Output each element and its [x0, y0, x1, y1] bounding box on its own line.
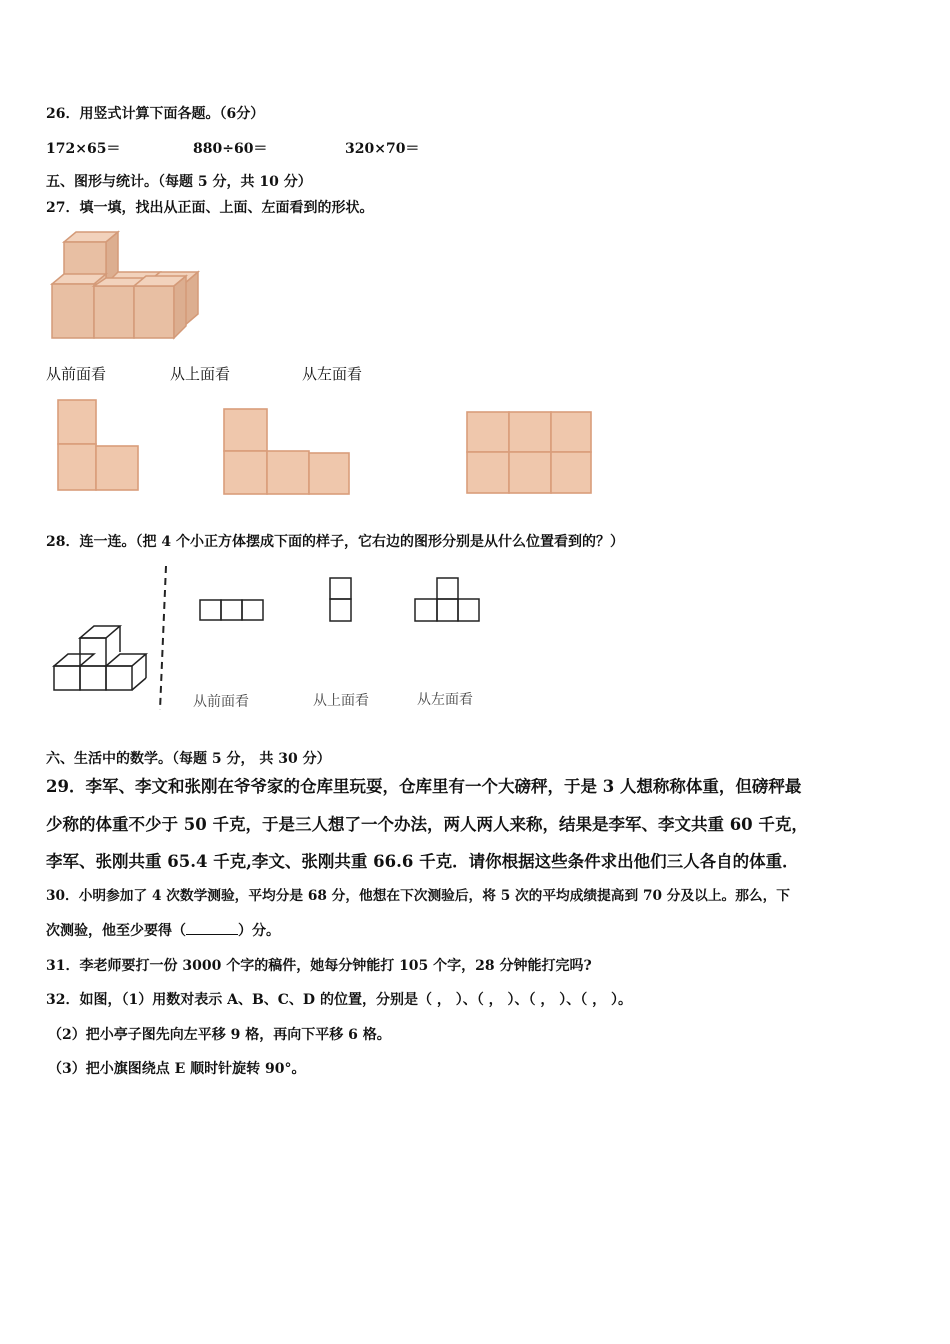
q32-line-3: （3）把小旗图绕点 E 顺时针旋转 90°。: [48, 1061, 306, 1077]
q27-left-view-figure: [464, 409, 596, 497]
q27-front-view-figure: [55, 398, 145, 494]
section6-title: 六、生活中的数学。（每题 5 分， 共 30 分）: [46, 751, 331, 767]
q27-label-top: 从上面看: [170, 365, 231, 383]
q26-problem-1: 172×65＝: [46, 141, 121, 157]
q28-label-left: 从左面看: [417, 692, 473, 708]
q31-text: 31．李老师要打一份 3000 个字的稿件，她每分钟能打 105 个字，28 分钟能打完吗?: [46, 958, 592, 974]
q29-line-3: 李军、张刚共重 65.4 千克,李文、张刚共重 66.6 千克．请你根据这些条件求出他们三人各自的体重．: [46, 852, 799, 871]
section5-title: 五、图形与统计。（每题 5 分，共 10 分）: [46, 174, 312, 190]
q30-answer-blank[interactable]: [186, 922, 238, 935]
q30-line-2-before: 次测验，他至少要得（: [46, 923, 186, 939]
q28-option-three-row: [200, 600, 263, 620]
q28-label-top: 从上面看: [313, 693, 369, 709]
q32-line-1: 32．如图，（1）用数对表示 A、B、C、D 的位置，分别是（ ， ）、（ ， ）、（ ， ）、（ ， ）。: [46, 992, 632, 1008]
q30-line-2: [46, 920, 280, 940]
q30-line-2-after: ）分。: [238, 923, 280, 939]
q30-line-1: 30．小明参加了 4 次数学测验，平均分是 68 分，他想在下次测验后，将 5 次的平均成绩提高到 70 分及以上。那么，下: [46, 888, 790, 904]
q27-title: 27．填一填，找出从正面、上面、左面看到的形状。: [46, 200, 374, 216]
q27-label-left: 从左面看: [302, 365, 363, 383]
q29-line-1: 29．李军、李文和张刚在爷爷家的仓库里玩耍，仓库里有一个大磅秤，于是 3 人想称称体重，但磅秤最: [46, 777, 802, 796]
q28-option-t-shape: [415, 578, 479, 621]
q27-cube-stack-figure: [48, 228, 208, 344]
q28-label-front: 从前面看: [193, 694, 249, 710]
q28-title: 28．连一连。（把 4 个小正方体摆成下面的样子，它右边的图形分别是从什么位置看到的？）: [46, 534, 624, 550]
q29-line-2: 少称的体重不少于 50 千克，于是三人想了一个办法，两人两人来称，结果是李军、李文共重 60 千克，: [46, 815, 808, 834]
q26-problem-3: 320×70＝: [345, 141, 420, 157]
q32-line-2: （2）把小亭子图先向左平移 9 格，再向下平移 6 格。: [48, 1027, 391, 1043]
q26-title: 26．用竖式计算下面各题。（6分）: [46, 106, 265, 122]
q27-label-front: 从前面看: [46, 365, 107, 383]
q28-option-two-column: [330, 578, 351, 621]
q28-wireframe-cubes: [54, 626, 146, 690]
q27-top-view-figure: [221, 406, 353, 498]
q26-problem-2: 880÷60＝: [193, 141, 268, 157]
